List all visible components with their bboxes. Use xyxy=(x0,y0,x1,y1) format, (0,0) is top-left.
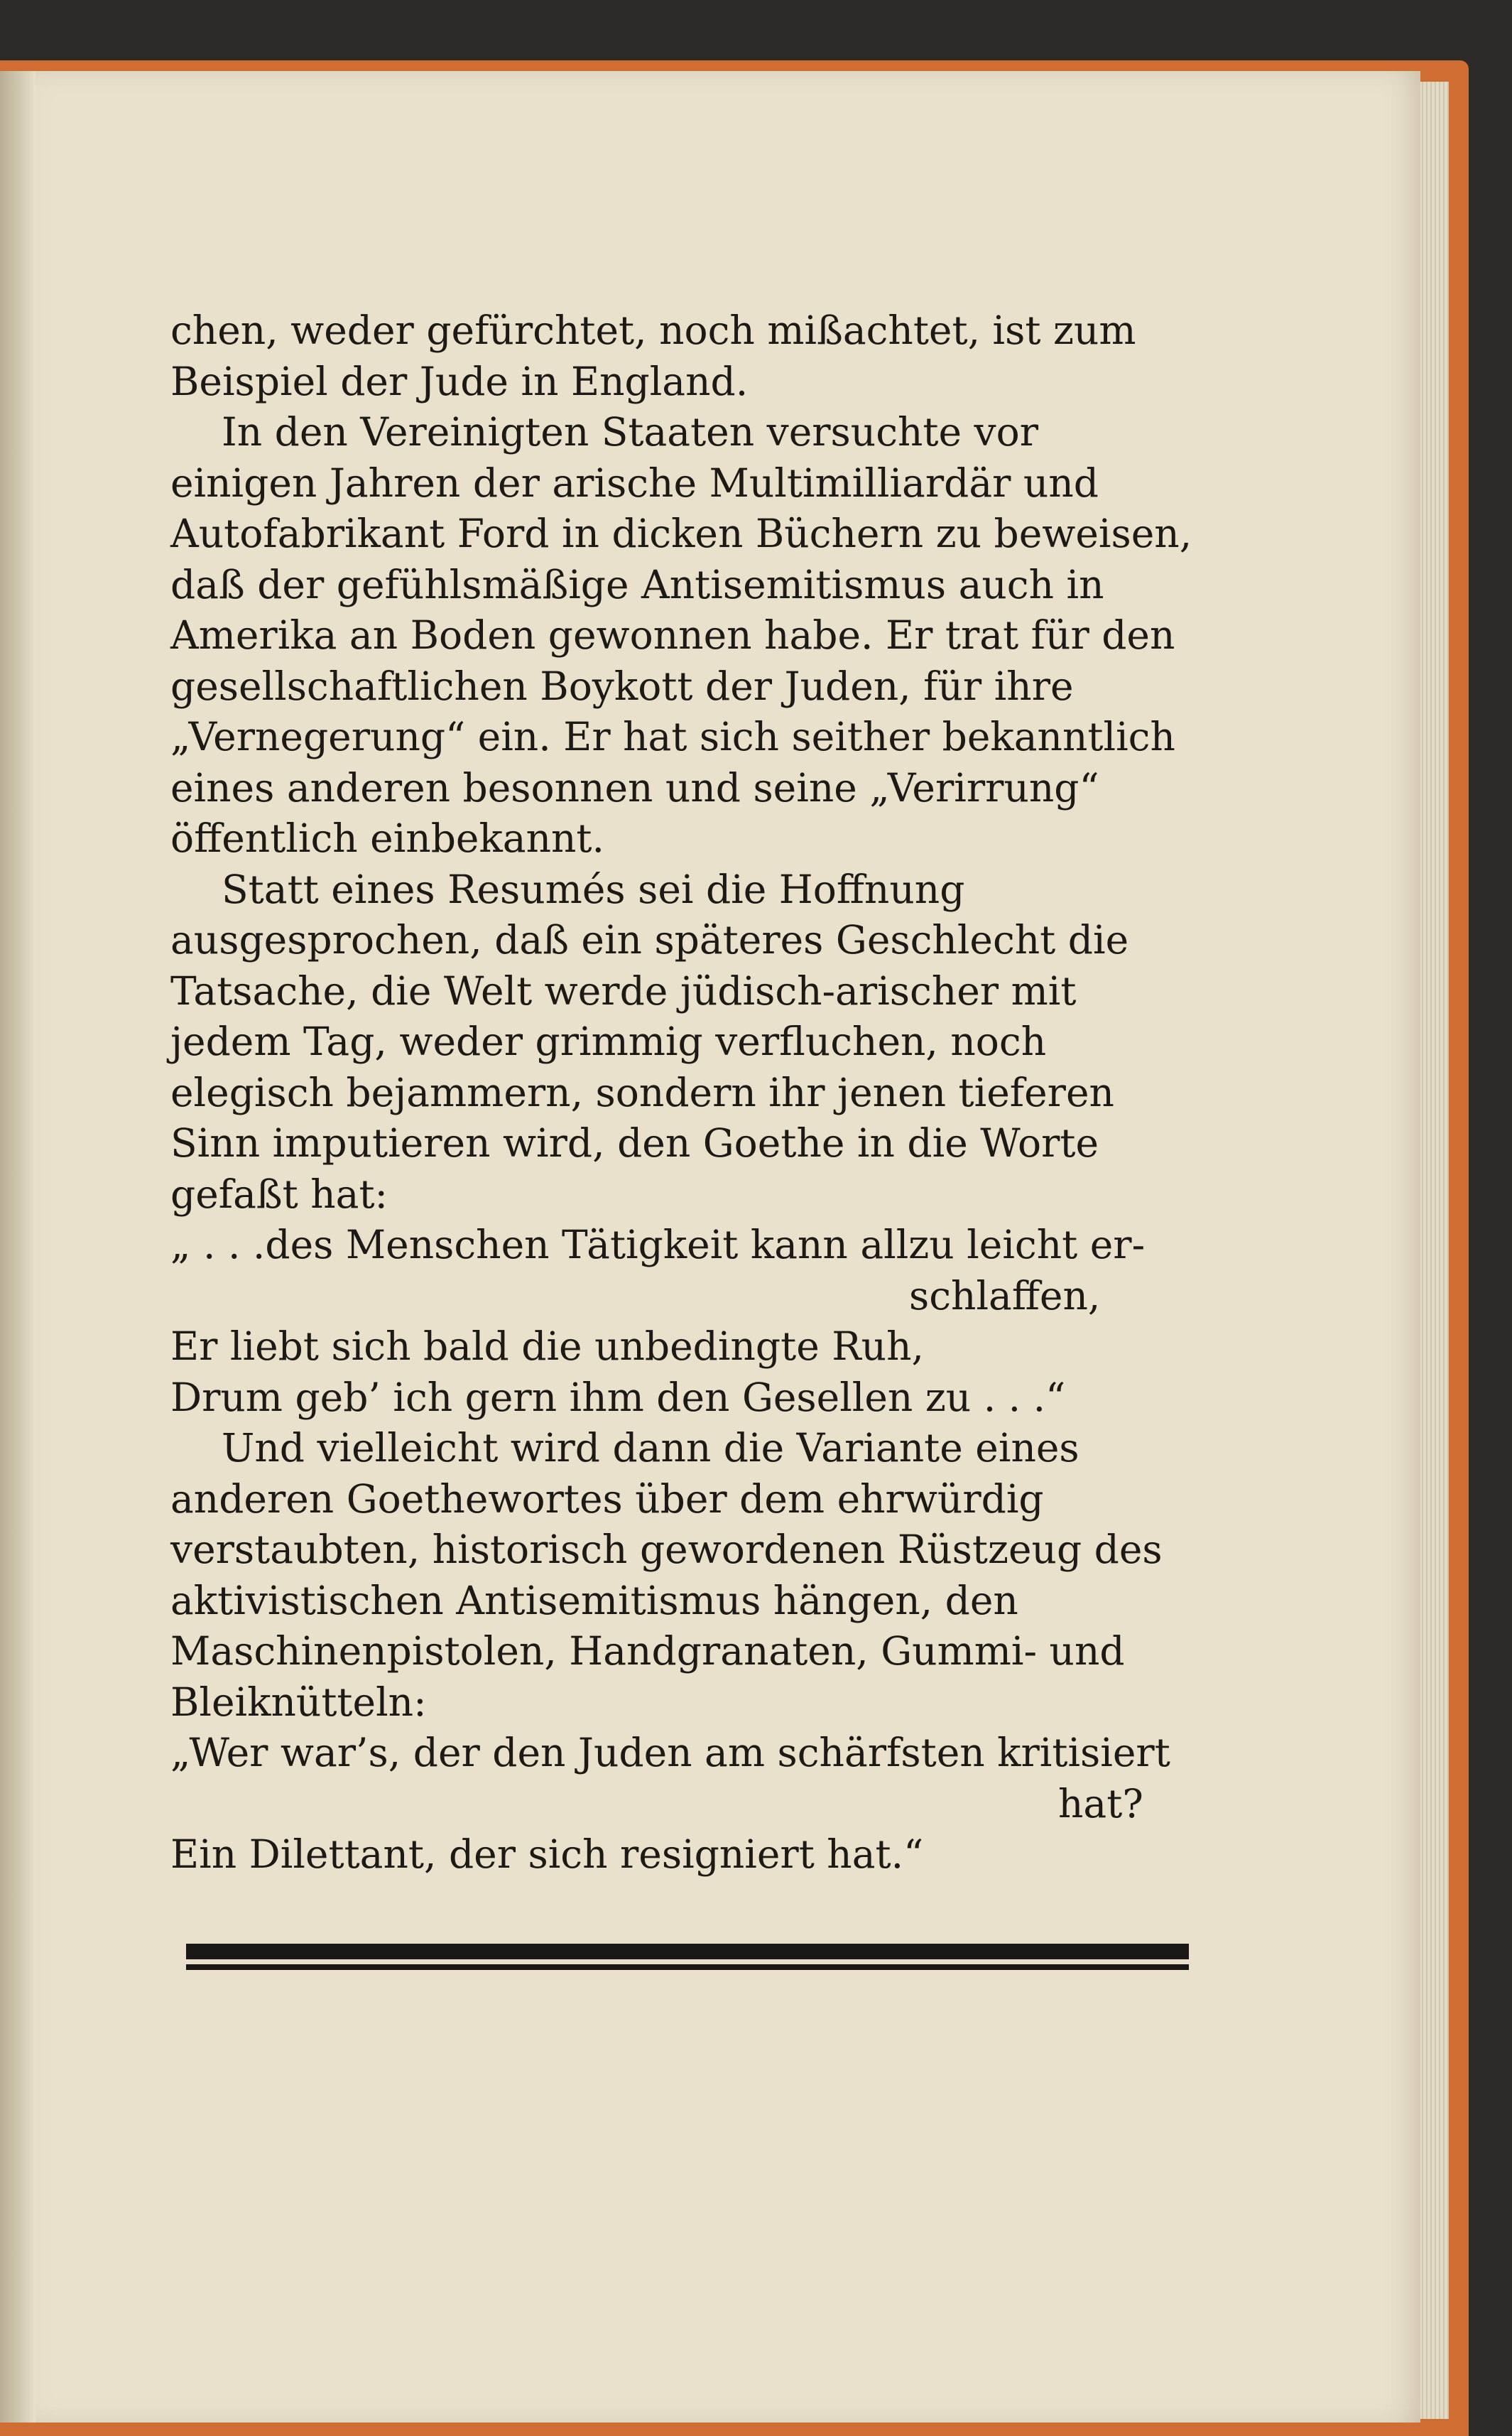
page-gutter xyxy=(0,71,36,2423)
end-rule-thick xyxy=(186,1944,1189,1959)
paragraph-4: Und vielleicht wird dann die Variante eines anderen Goethewortes über dem ehrwürdig verstaubten, historisch gewordenen Rüstzeug des aktivistischen Antisemitismus hängen, den Maschinenpistolen, Handgranaten, Gummi- und Bleiknütteln: xyxy=(170,1425,1163,1725)
page-text xyxy=(170,305,1193,1880)
quote-2-line-1-continued: hat? xyxy=(1058,1780,1143,1826)
end-rule-thin xyxy=(186,1964,1189,1970)
paragraph-1: chen, weder gefürchtet, noch mißachtet, ist zum Beispiel der Jude in England. xyxy=(170,308,1136,404)
quote-1-line-3: Drum geb’ ich gern ihm den Gesellen zu . . .“ xyxy=(170,1374,1066,1420)
quote-1-line-2: Er liebt sich bald die unbedingte Ruh, xyxy=(170,1323,924,1369)
quote-1-line-1: „ . . .des Menschen Tätigkeit kann allzu leicht er- xyxy=(170,1222,1146,1267)
quote-2-line-2: Ein Dilettant, der sich resigniert hat.“ xyxy=(170,1831,924,1877)
paragraph-3: Statt eines Resumés sei die Hoffnung ausgesprochen, daß ein späteres Geschlecht die Tatsache, die Welt werde jüdisch-arischer mit jedem Tag, weder grimmig verfluchen, noch elegisch bejammern, sondern ihr jenen tieferen Sinn imputieren wird, den Goethe in die Worte gefaßt hat: xyxy=(170,866,1129,1217)
quote-1-line-1-continued: schlaffen, xyxy=(909,1272,1101,1319)
paragraph-2: In den Vereinigten Staaten versuchte vor einigen Jahren der arische Multimilliardär und Autofabrikant Ford in dicken Büchern zu beweisen, daß der gefühlsmäßige Antisemitismus auch in Amerika an Boden gewonnen habe. Er trat für den gesellschaftlichen Boykott der Juden, für ihre „Vernegerung“ ein. Er hat sich seither bekanntlich eines anderen besonnen und seine „Verirrung“ öffentlich einbekannt. xyxy=(170,409,1192,861)
quote-2-line-1: „Wer war’s, der den Juden am schärfsten kritisiert xyxy=(170,1730,1170,1775)
